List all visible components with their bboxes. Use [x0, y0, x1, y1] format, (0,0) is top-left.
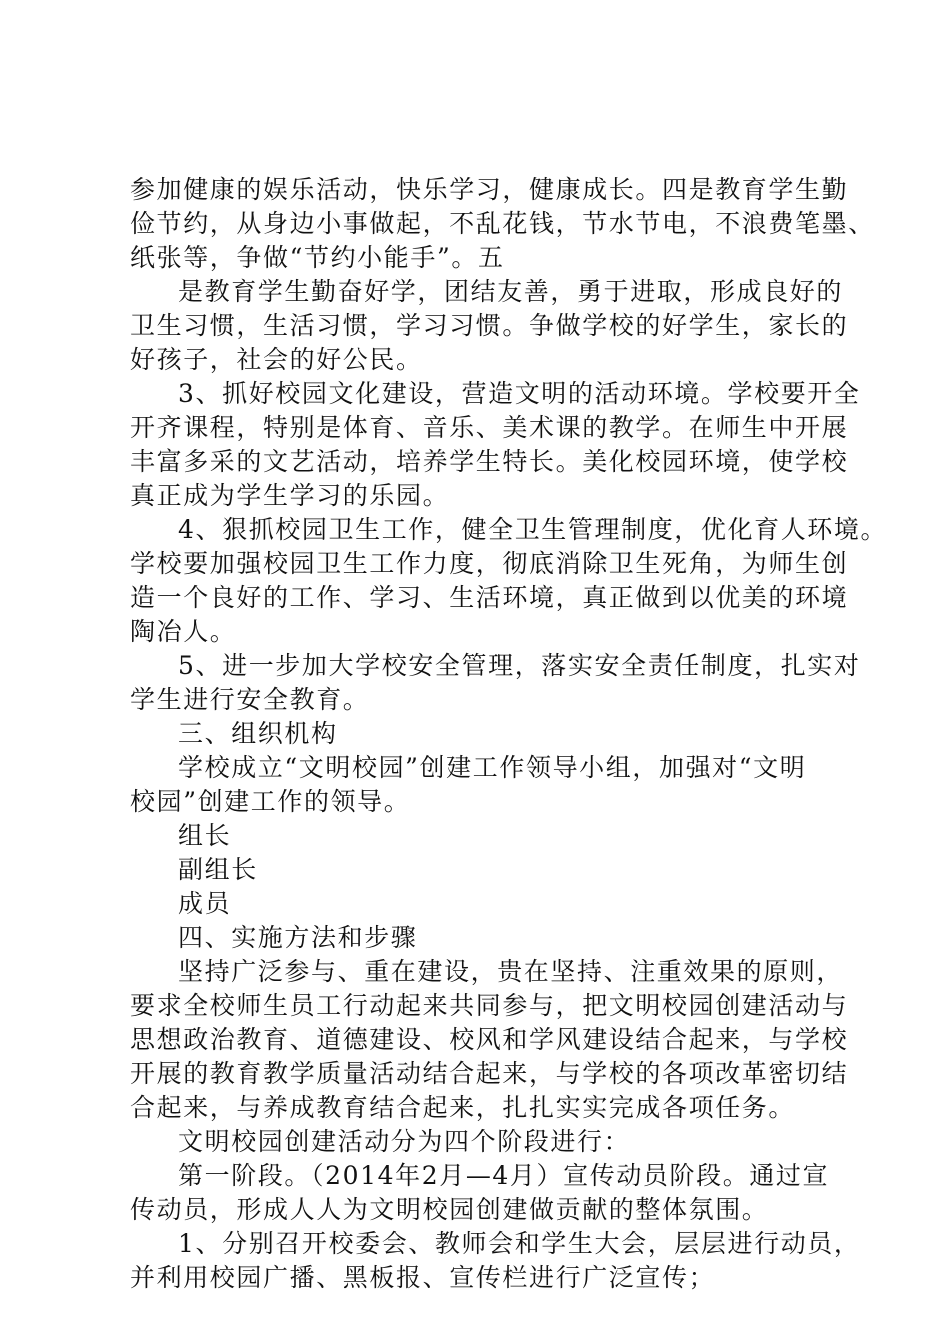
text-line: 组长 [178, 821, 232, 850]
text-line: 俭节约，从身边小事做起，不乱花钱，节水节电，不浪费笔墨、 [130, 209, 875, 238]
text-line: 好孩子，社会的好公民。 [130, 345, 423, 374]
text-line: 造一个良好的工作、学习、生活环境，真正做到以优美的环境 [130, 583, 849, 612]
section-heading: 四、实施方法和步骤 [178, 923, 418, 952]
text-line: 卫生习惯，生活习惯，学习习惯。争做学校的好学生，家长的 [130, 311, 849, 340]
text-line: 丰富多采的文艺活动，培养学生特长。美化校园环境，使学校 [130, 447, 849, 476]
text-line: 传动员，形成人人为文明校园创建做贡献的整体氛围。 [130, 1195, 769, 1224]
text-line: 陶冶人。 [130, 617, 237, 646]
text-line: 开展的教育教学质量活动结合起来，与学校的各项改革密切结 [130, 1059, 849, 1088]
text-line: 1、分别召开校委会、教师会和学生大会，层层进行动员， [178, 1229, 861, 1258]
text-line: 并利用校园广播、黑板报、宣传栏进行广泛宣传； [130, 1263, 716, 1292]
text-line: 合起来，与养成教育结合起来，扎扎实实完成各项任务。 [130, 1093, 796, 1122]
text-line: 纸张等，争做“节约小能手”。五 [130, 243, 505, 272]
text-line: 参加健康的娱乐活动，快乐学习，健康成长。四是教育学生勤 [130, 175, 849, 204]
section-heading: 三、组织机构 [178, 719, 338, 748]
text-line: 3、抓好校园文化建设，营造文明的活动环境。学校要开全 [178, 379, 861, 408]
text-line: 思想政治教育、道德建设、校风和学风建设结合起来，与学校 [130, 1025, 849, 1054]
text-line: 学校要加强校园卫生工作力度，彻底消除卫生死角，为师生创 [130, 549, 849, 578]
text-line: 学校成立“文明校园”创建工作领导小组，加强对“文明 [178, 753, 807, 782]
text-line: 第一阶段。（2014年2月—4月）宣传动员阶段。通过宣 [178, 1161, 830, 1190]
text-line: 副组长 [178, 855, 258, 884]
text-line: 要求全校师生员工行动起来共同参与，把文明校园创建活动与 [130, 991, 849, 1020]
text-line: 文明校园创建活动分为四个阶段进行： [178, 1127, 631, 1156]
text-line: 4、狠抓校园卫生工作，健全卫生管理制度，优化育人环境。 [178, 515, 888, 544]
text-line: 真正成为学生学习的乐园。 [130, 481, 450, 510]
text-line: 校园”创建工作的领导。 [130, 787, 411, 816]
text-line: 坚持广泛参与、重在建设，贵在坚持、注重效果的原则， [178, 957, 844, 986]
text-line: 是教育学生勤奋好学，团结友善，勇于进取，形成良好的 [178, 277, 844, 306]
text-line: 成员 [178, 889, 232, 918]
text-line: 学生进行安全教育。 [130, 685, 370, 714]
text-line: 5、进一步加大学校安全管理，落实安全责任制度，扎实对 [178, 651, 861, 680]
text-line: 开齐课程，特别是体育、音乐、美术课的教学。在师生中开展 [130, 413, 849, 442]
